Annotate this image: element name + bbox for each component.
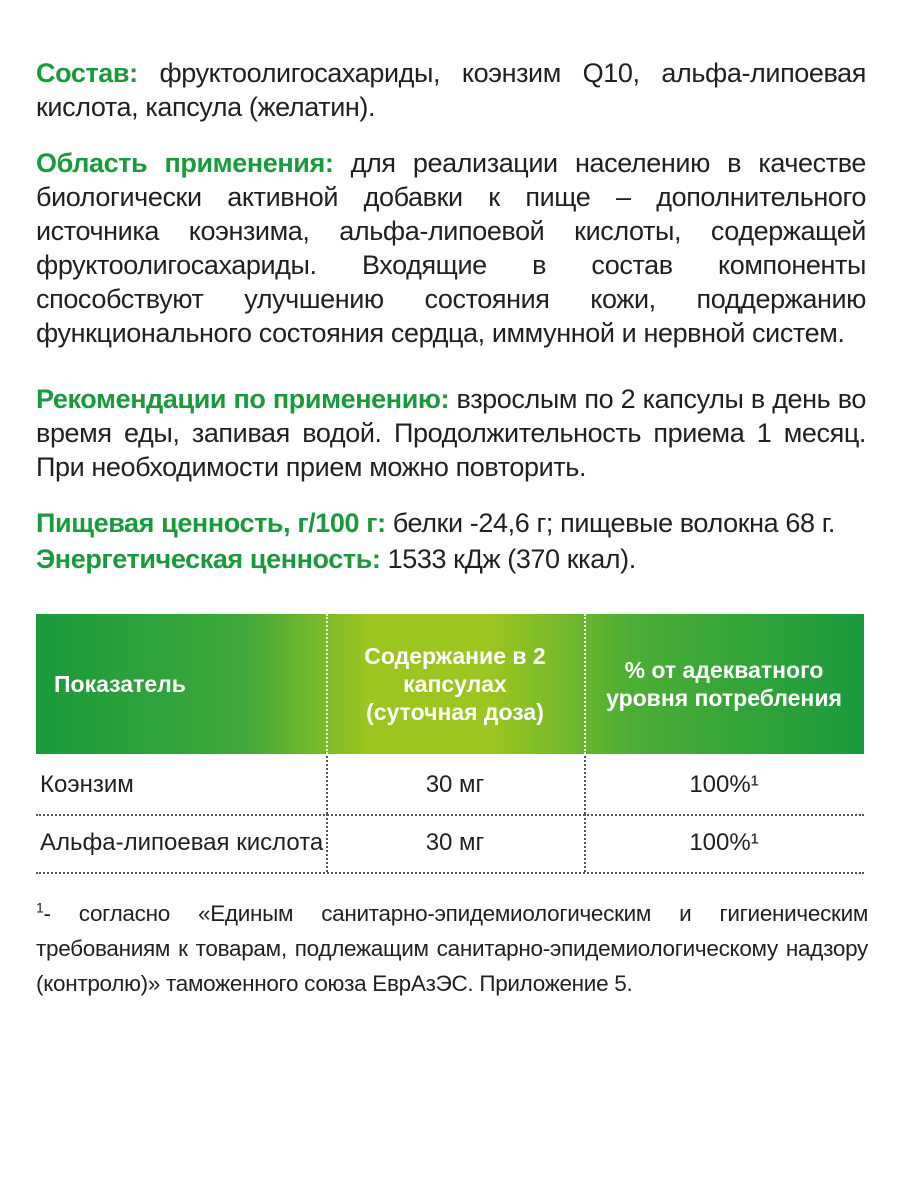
recommendations-label: Рекомендации по применению: <box>36 384 450 414</box>
header-indicator: Показатель <box>54 671 186 697</box>
header-divider <box>584 614 586 754</box>
column-divider <box>584 756 586 814</box>
energy-text: 1533 кДж (370 ккал). <box>380 544 636 574</box>
row-amount: 30 мг <box>425 771 485 798</box>
header-divider <box>326 614 328 754</box>
row-name: Коэнзим <box>40 771 134 798</box>
header-content: Содержание в 2 капсулах (суточная доза) <box>364 643 546 725</box>
row-percent: 100%¹ <box>689 829 759 856</box>
application-area-paragraph <box>36 146 866 350</box>
composition-paragraph <box>36 56 866 124</box>
column-divider <box>326 814 328 872</box>
row-amount: 30 мг <box>425 829 485 856</box>
composition-label: Состав: <box>36 58 138 88</box>
row-divider <box>36 872 864 874</box>
row-name: Альфа-липоевая кислота <box>40 829 324 856</box>
table-row <box>36 814 864 872</box>
row-percent: 100%¹ <box>689 771 759 798</box>
energy-paragraph <box>36 542 866 576</box>
energy-label: Энергетическая ценность: <box>36 544 381 574</box>
nutrient-table <box>36 614 864 872</box>
application-area-label: Область применения: <box>36 148 334 178</box>
nutrition-text: белки -24,6 г; пищевые волокна 68 г. <box>385 508 835 538</box>
nutrition-paragraph <box>36 506 866 540</box>
table-header <box>36 614 864 754</box>
recommendations-paragraph <box>36 382 866 484</box>
composition-text: фруктоолигосахариды, коэнзим Q10, альфа-липоевая кислота, капсула (желатин). <box>36 58 866 122</box>
footnote <box>36 896 868 1001</box>
table-row <box>36 756 864 814</box>
footnote-marker: 1 <box>36 899 44 916</box>
footnote-text: - согласно «Единым санитарно-эпидемиологическим и гигиеническим требованиям к товарам, подлежащим санитарно-эпидемиологическому надзору (контролю)» таможенного союза ЕврАзЭС. Приложение 5. <box>36 901 868 996</box>
application-area-text: для реализации населению в качестве биологически активной добавки к пище – дополнительного источника коэнзима, альфа-липоевой кислоты, содержащей фруктоолигосахариды. Входящие в состав компоненты способствуют улучшению состояния кожи, поддержанию функционального состояния сердца, иммунной и нервной систем. <box>36 148 866 348</box>
column-divider <box>584 814 586 872</box>
recommendations-text: взрослым по 2 капсулы в день во время еды, запивая водой. Продолжительность приема 1 месяц. При необходимости прием можно повторить. <box>36 384 866 482</box>
header-percent: % от адекватного уровня потребления <box>606 657 842 711</box>
column-divider <box>326 756 328 814</box>
nutrition-label: Пищевая ценность, г/100 г: <box>36 508 386 538</box>
